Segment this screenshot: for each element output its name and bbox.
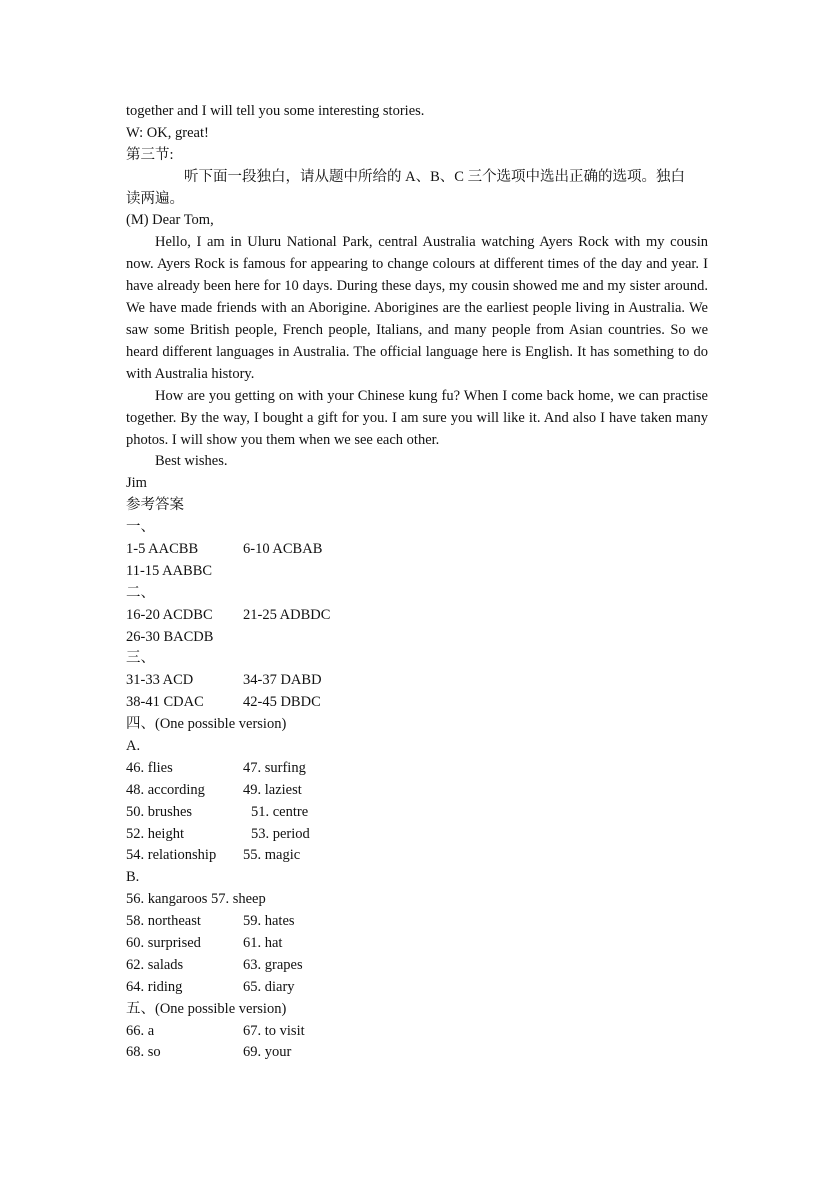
answer-cell: 6-10 ACBAB (243, 540, 323, 557)
answer-row (126, 605, 708, 627)
answer-row (126, 1042, 708, 1064)
answer-row (126, 539, 708, 561)
part5-heading: 五、(One possible version) (126, 1000, 287, 1017)
answer-cell: 42-45 DBDC (243, 694, 321, 711)
answer-cell: 69. your (243, 1044, 292, 1061)
answer-cell: 50. brushes (126, 803, 193, 820)
answer-cell: 21-25 ADBDC (243, 606, 331, 623)
answer-row (126, 758, 708, 780)
document-page (126, 101, 708, 1064)
answer-row (126, 780, 708, 802)
answer-cell: 26-30 BACDB (126, 628, 214, 645)
answer-row (126, 692, 708, 714)
answer-cell: 47. surfing (243, 759, 306, 776)
letter-paragraph-2: How are you getting on with your Chinese kung fu? When I come back home, we can practise together. By the way, I bought a gift for you. I am sure you will like it. And also I have taken many photos. I will show you them when we see each other. (126, 387, 708, 448)
answer-cell: 51. centre (251, 803, 309, 820)
answer-cell: 63. grapes (243, 956, 303, 973)
answer-cell: 60. surprised (126, 935, 201, 951)
answer-row-inline: 56. kangaroos 57. sheep (126, 891, 266, 908)
answer-cell: 11-15 AABBC (126, 562, 213, 579)
part3-heading: 三、 (126, 650, 155, 667)
answer-row (126, 561, 708, 583)
answer-row (126, 977, 708, 999)
answer-row (126, 933, 708, 955)
answer-cell: 62. salads (126, 956, 184, 973)
answer-row (126, 1021, 708, 1043)
answer-cell: 53. period (251, 825, 310, 842)
answer-cell: 34-37 DABD (243, 672, 322, 689)
answer-cell: 61. hat (243, 935, 283, 951)
section-instruction: 听下面一段独白，请从题中所给的 A、B、C 三个选项中选出正确的选项。独白 (184, 168, 686, 185)
transcript-line-w: W: OK, great! (126, 124, 209, 141)
part4-a-label: A. (126, 737, 141, 754)
answer-row (126, 955, 708, 977)
answer-cell: 65. diary (243, 978, 295, 995)
answer-row (126, 627, 708, 649)
section-title: 第三节: (126, 146, 174, 163)
part4-b-label: B. (126, 869, 140, 886)
answer-cell: 46. flies (126, 759, 173, 776)
answer-row (126, 670, 708, 692)
answer-cell: 31-33 ACD (126, 672, 194, 689)
answer-cell: 16-20 ACDBC (126, 606, 213, 623)
letter-greeting: (M) Dear Tom, (126, 212, 214, 229)
letter-signature: Jim (126, 475, 147, 492)
transcript-line: together and I will tell you some interesting stories. (126, 103, 425, 119)
answer-cell: 38-41 CDAC (126, 694, 204, 711)
part1-heading: 一、 (126, 519, 155, 536)
answer-cell: 66. a (126, 1022, 155, 1039)
answer-cell: 68. so (126, 1044, 161, 1061)
letter-closing: Best wishes. (155, 453, 228, 470)
answer-row (126, 911, 708, 933)
answer-row (126, 802, 708, 824)
part2-heading: 二、 (126, 584, 155, 601)
answer-cell: 54. relationship (126, 847, 217, 864)
answer-cell: 49. laziest (243, 781, 302, 798)
answer-row (126, 824, 708, 846)
answer-cell: 58. northeast (126, 913, 201, 930)
answer-row (126, 845, 708, 867)
answer-cell: 1-5 AACBB (126, 540, 199, 557)
answer-cell: 67. to visit (243, 1022, 305, 1039)
section-instruction-cont: 读两遍。 (126, 190, 184, 207)
answer-cell: 64. riding (126, 978, 183, 995)
part4-heading: 四、(One possible version) (126, 716, 287, 733)
answer-cell: 59. hates (243, 913, 295, 930)
letter-paragraph-1: Hello, I am in Uluru National Park, central Australia watching Ayers Rock with my cousin now. Ayers Rock is famous for appearing to change colours at different times of the day and year. I have already been here for 10 days. During these days, my cousin showed me and my sister around. We have made friends with an Aborigine. Aborigines are the earliest people living in Australia. We saw some British people, French people, Italians, and many people from Asian countries. So we heard different languages in Australia. The official language here is English. It has something to do with Australia history. (126, 234, 708, 382)
answer-cell: 48. according (126, 781, 205, 798)
answers-title: 参考答案 (126, 497, 184, 514)
answer-cell: 52. height (126, 825, 184, 842)
answer-cell: 55. magic (243, 847, 301, 864)
